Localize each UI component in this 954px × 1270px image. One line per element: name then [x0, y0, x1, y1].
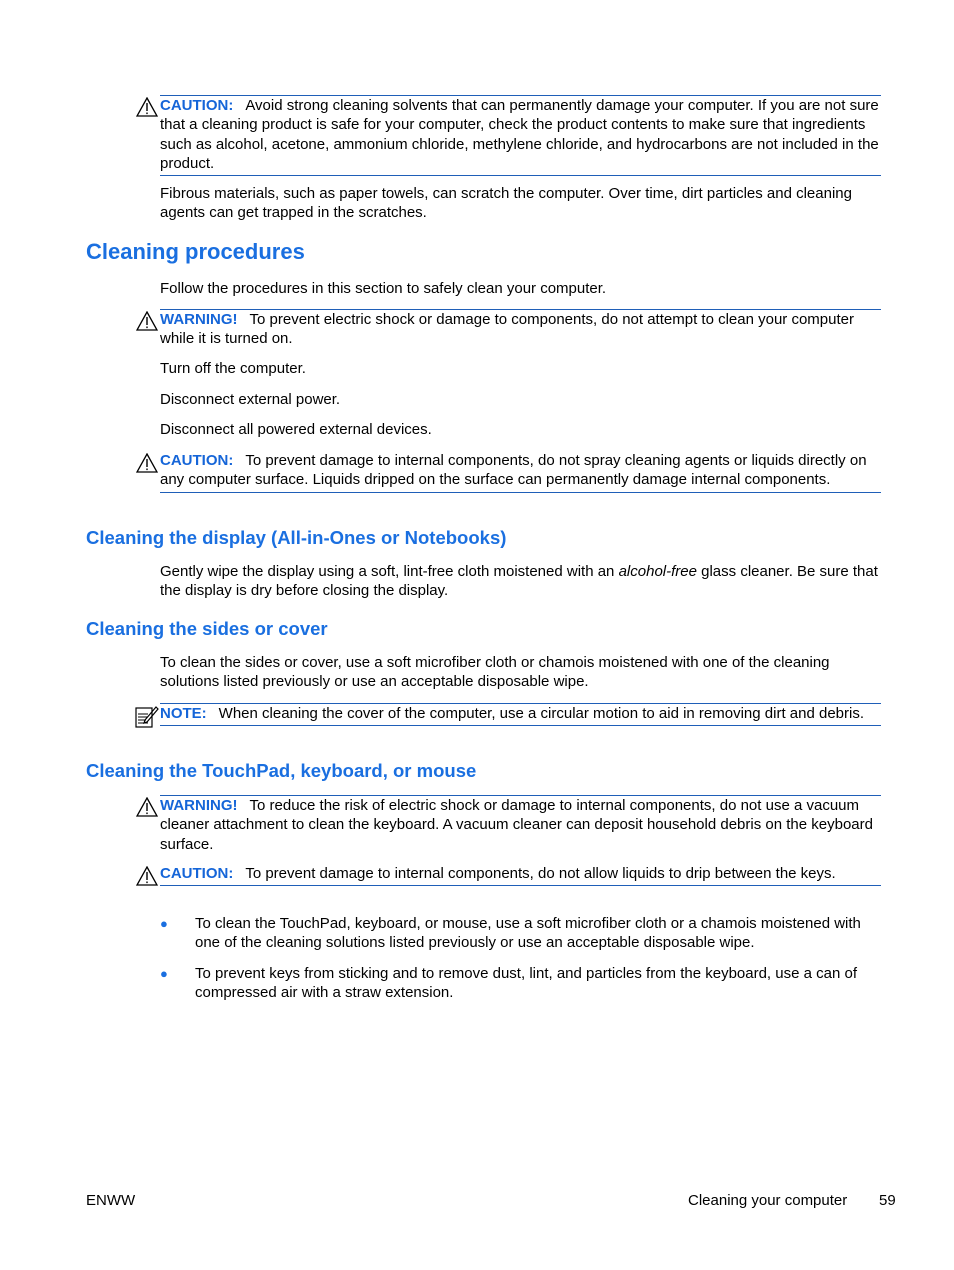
sides-heading: Cleaning the sides or cover: [86, 618, 328, 639]
sides-paragraph: To clean the sides or cover, use a soft microfiber cloth or chamois moistened with one of the cleaning solutions listed previously or use an acceptable disposable wipe.: [160, 654, 830, 691]
display-heading: Cleaning the display (All-in-Ones or Notebooks): [86, 527, 507, 548]
note-text: When cleaning the cover of the computer, use a circular motion to aid in removing dirt and debris.: [218, 705, 865, 722]
list-item: To clean the TouchPad, keyboard, or mouse, use a soft microfiber cloth or a chamois moistened with one of the cleaning solutions listed previously or use an acceptable disposable wipe.: [195, 915, 861, 952]
warning-triangle-icon: [136, 797, 158, 817]
note-notice: [160, 703, 881, 726]
caution-label: CAUTION:: [160, 97, 234, 114]
footer-section-title: Cleaning your computer: [688, 1192, 848, 1209]
caution-text: To prevent damage to internal components, do not allow liquids to drip between the keys.: [245, 865, 836, 882]
warning-triangle-icon: [136, 453, 158, 473]
caution-label: CAUTION:: [160, 452, 234, 469]
caution-text: To prevent damage to internal components, do not spray cleaning agents or liquids directly on any computer surface. Liquids dripped on the surface can permanently damage internal components.: [160, 452, 867, 489]
footer-left: ENWW: [86, 1192, 136, 1209]
warning-notice: [160, 795, 881, 856]
display-paragraph: [160, 562, 882, 601]
warning-text: To reduce the risk of electric shock or damage to internal components, do not use a vacuum cleaner attachment to clean the keyboard. A vacuum cleaner can deposit household debris on the keyboard surface.: [160, 797, 873, 853]
caution-notice: [160, 95, 881, 176]
fibrous-paragraph: Fibrous materials, such as paper towels, can scratch the computer. Over time, dirt particles and cleaning agents can get trapped in the scratches.: [160, 185, 852, 222]
page-number: 59: [879, 1192, 896, 1209]
section-intro: Follow the procedures in this section to safely clean your computer.: [160, 280, 607, 297]
warning-notice: [160, 309, 881, 351]
note-label: NOTE:: [160, 705, 207, 722]
caution-label: CAUTION:: [160, 865, 234, 882]
step-3: Disconnect all powered external devices.: [160, 421, 432, 438]
note-pad-icon: [135, 705, 159, 728]
warning-triangle-icon: [136, 311, 158, 331]
warning-text: To prevent electric shock or damage to components, do not attempt to clean your computer while it is turned on.: [160, 311, 854, 348]
section-title: Cleaning procedures: [86, 239, 305, 264]
step-2: Disconnect external power.: [160, 391, 341, 408]
caution-notice: [160, 864, 881, 886]
warning-label: WARNING!: [160, 311, 238, 328]
display-text-italic: alcohol-free: [618, 563, 697, 580]
bullet-marker: ●: [160, 916, 168, 931]
step-1: Turn off the computer.: [160, 360, 306, 377]
warning-triangle-icon: [136, 866, 158, 886]
display-text-before: Gently wipe the display using a soft, lint-free cloth moistened with an: [160, 563, 619, 580]
caution-notice: [160, 451, 881, 493]
bullet-marker: ●: [160, 966, 168, 981]
display-text-after: glass cleaner. Be sure that the display is dry before closing the display.: [160, 563, 878, 600]
warning-label: WARNING!: [160, 797, 238, 814]
touchpad-heading: Cleaning the TouchPad, keyboard, or mouse: [86, 760, 477, 781]
warning-triangle-icon: [136, 97, 158, 117]
caution-text: Avoid strong cleaning solvents that can permanently damage your computer. If you are not sure that a cleaning product is safe for your computer, check the product contents to make sure that ingredients such as alcohol, acetone, ammonium chloride, methylene chloride, and hydrocarbons are not included in the product.: [160, 97, 879, 172]
list-item: To prevent keys from sticking and to remove dust, lint, and particles from the keyboard, use a can of compressed air with a straw extension.: [195, 965, 857, 1002]
